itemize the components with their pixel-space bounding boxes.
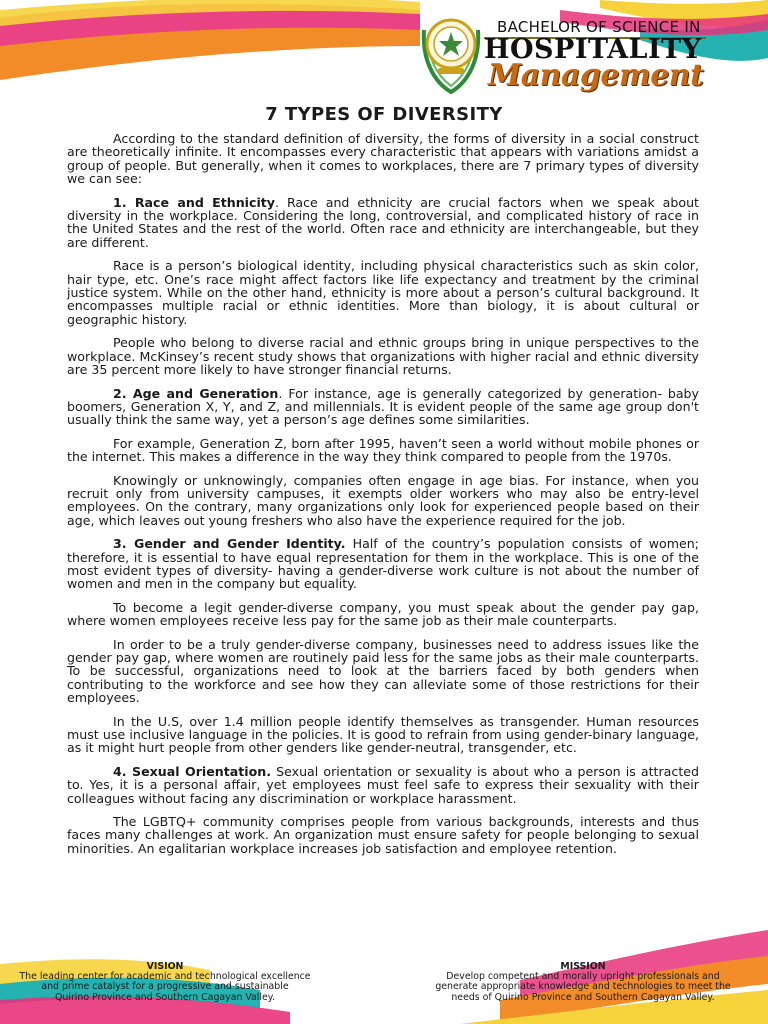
section-heading: 3. Gender and Gender Identity. (113, 536, 346, 552)
mission-line: needs of Quirino Province and Southern Cagayan Valley. (451, 991, 715, 1003)
paragraph: Race is a person’s biological identity, including physical characteristics such as skin color, hair type, etc. One’s race might affect factors like life expectancy and treatment by the criminal justice system. While on the other hand, ethnicity is more about a person’s cultural background. It encompasses multiple racial or ethnic identities. More than biology, it is about cultural or geographic history. (67, 258, 699, 327)
document-title: 7 TYPES OF DIVERSITY (265, 104, 503, 125)
program-title: HOSPITALITY (484, 34, 702, 65)
program-subtitle: Management (488, 58, 704, 93)
paragraph: Knowingly or unknowingly, companies often engage in age bias. For instance, when you recruit only from university campuses, it exempts older workers who may also be entry-level employees. On the contrary, many organizations only look for experienced people based on their age, which leaves out young freshers who also have the experience required for the job. (67, 472, 699, 528)
paragraph: According to the standard definition of diversity, the forms of diversity in a social construct are theoretically infinite. It encompasses every characteristic that appears with variations amidst a group of people. But generally, when it comes to workplaces, there are 7 primary types of diversity we can see: (67, 131, 699, 187)
mission-line: Develop competent and morally upright professionals and (446, 971, 720, 983)
paragraph: The LGBTQ+ community comprises people from various backgrounds, interests and thus faces many challenges at work. An organization must ensure safety for people belonging to sexual minorities. An egalitarian workplace increases job satisfaction and employee retention. (67, 814, 699, 856)
paragraph: To become a legit gender-diverse company, you must speak about the gender pay gap, where women employees receive less pay for the same job as their male counterparts. (67, 599, 699, 629)
paragraph: For example, Generation Z, born after 1995, haven’t seen a world without mobile phones or the internet. This makes a difference in the way they think compared to people from the 1970s. (67, 435, 699, 465)
paragraph: In order to be a truly gender-diverse company, businesses need to address issues like the gender pay gap, where women are routinely paid less for the same jobs as their male counterparts. To be successful, organizations need to look at the barriers faced by both genders when contributing to the workforce and see how they can alleviate some of those restrictions for their employees. (67, 636, 699, 706)
mission-heading: MISSION (560, 961, 606, 972)
paragraph: 1. Race and Ethnicity. Race and ethnicity are crucial factors when we speak about diversity in the workplace. Considering the long, controversial, and complicated history of race in the United States and the rest of the world. Often race and ethnicity are interchangeable, but they are different. (67, 194, 699, 250)
vision-line: The leading center for academic and technological excellence (19, 971, 311, 983)
vision-statement (4, 962, 326, 1003)
mission-line: generate appropriate knowledge and technologies to meet the (435, 981, 731, 993)
mission-statement (422, 962, 744, 1003)
section-heading: 4. Sexual Orientation. (113, 763, 272, 779)
section-heading: 2. Age and Generation (113, 385, 279, 401)
paragraph: 2. Age and Generation. For instance, age is generally categorized by generation- baby boomers, Generation X, Y, and Z, and millennials. It is evident people of the same age group don't usually think the same way, yet a person’s age defines some similarities. (67, 385, 699, 428)
section-heading: 1. Race and Ethnicity (113, 194, 276, 210)
vision-line: and prime catalyst for a progressive and sustainable (41, 981, 289, 993)
paragraph: 4. Sexual Orientation. Sexual orientation or sexuality is about who a person is attracted to. Yes, it is a personal affair, yet employees must feel safe to express their sexuality with their colleagues without facing any discrimination or workplace harassment. (67, 763, 699, 806)
vision-heading: VISION (146, 961, 184, 972)
document-body (67, 132, 699, 865)
paragraph: 3. Gender and Gender Identity. Half of the country’s population consists of women; therefore, it is essential to have equal representation for them in the workplace. This is one of the most evident types of diversity- having a gender-diverse work culture is not about the number of women and men in the company but equality. (67, 536, 700, 592)
university-seal-logo (418, 10, 484, 94)
paragraph: In the U.S, over 1.4 million people identify themselves as transgender. Human resources must use inclusive language in the policies. It is good to refrain from using gender-binary language, as it might hurt people from other genders like gender-neutral, transgender, etc. (67, 713, 699, 756)
paragraph: People who belong to diverse racial and ethnic groups bring in unique perspectives to the workplace. McKinsey’s recent study shows that organizations with higher racial and ethnic diversity are 35 percent more likely to have stronger financial returns. (67, 335, 699, 378)
program-label: BACHELOR OF SCIENCE IN (497, 18, 701, 36)
vision-line: Quirino Province and Southern Cagayan Valley. (55, 991, 275, 1003)
